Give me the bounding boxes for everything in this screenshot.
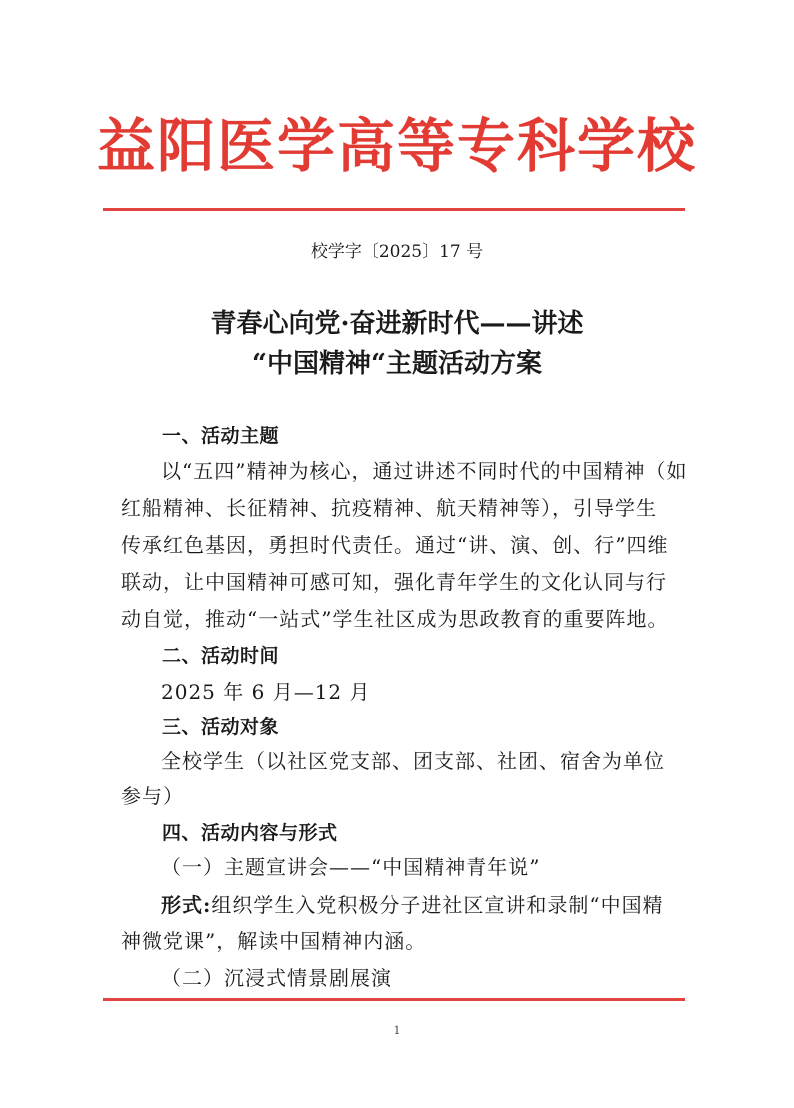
body-line: 全校学生（以社区党支部、团支部、社团、宿舍为单位: [161, 749, 665, 773]
section-heading-theme: 一、活动主题: [162, 425, 280, 447]
document-title-line-2: “中国精神“主题活动方案: [252, 349, 542, 379]
form-label: 形式:: [161, 893, 212, 917]
body-line: 联动，让中国精神可感可知，强化青年学生的文化认同与行: [121, 570, 667, 594]
body-line-form: [161, 890, 664, 920]
subsection-heading-drama: （二）沉浸式情景剧展演: [161, 966, 392, 990]
body-line: 参与）: [121, 784, 184, 808]
page-number: 1: [393, 1024, 401, 1037]
masthead-title: 益阳医学高等专科学校: [96, 112, 697, 180]
section-heading-audience: 三、活动对象: [162, 716, 280, 738]
section-heading-content: 四、活动内容与形式: [162, 822, 338, 844]
body-line: 神微党课”，解读中国精神内涵。: [121, 929, 427, 953]
document-number: 校学字〔2025〕17 号: [310, 242, 484, 262]
document-title: [0, 304, 794, 384]
document-title-line-1: 青春心向党·奋进新时代——讲述: [210, 309, 584, 339]
body-line: 红船精神、长征精神、抗疫精神、航天精神等），引导学生: [121, 496, 657, 520]
body-line: 2025 年 6 月—12 月: [161, 680, 371, 704]
section-heading-time: 二、活动时间: [162, 645, 280, 667]
body-line: 动自觉，推动“一站式”学生社区成为思政教育的重要阵地。: [121, 607, 669, 631]
subsection-heading-talk: （一）主题宣讲会——“中国精神青年说”: [161, 855, 541, 879]
footer-red-rule: [103, 998, 685, 1001]
body-line: 传承红色基因，勇担时代责任。通过“讲、演、创、行”四维: [121, 533, 669, 557]
form-text: 组织学生入党积极分子进社区宣讲和录制“中国精: [211, 893, 664, 917]
masthead-red-rule: [103, 208, 685, 211]
body-line: 以“五四”精神为核心，通过讲述不同时代的中国精神（如: [161, 459, 688, 483]
